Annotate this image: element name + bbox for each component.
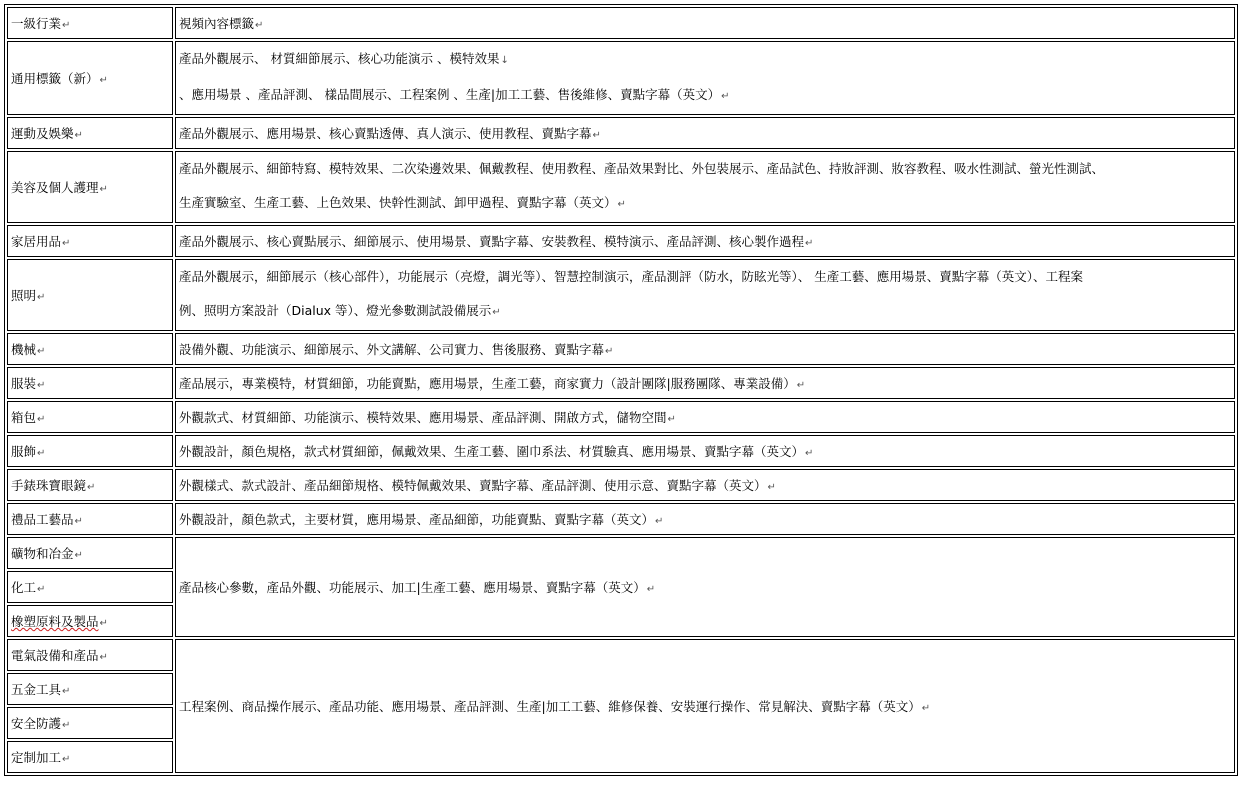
content-line [179, 152, 1231, 186]
industry-tag-table [4, 4, 1238, 776]
merged-content-cell[interactable] [175, 639, 1235, 773]
category-text: 手錶珠寶眼鏡 [11, 478, 87, 493]
table-row [7, 401, 1235, 433]
paragraph-mark-icon: ↵ [37, 584, 46, 595]
content-cell[interactable] [175, 401, 1235, 433]
paragraph-mark-icon: ↵ [492, 307, 501, 318]
category-text: 橡塑原料及製品 [11, 614, 99, 629]
paragraph-mark-icon: ↵ [37, 448, 46, 459]
category-text: 服飾 [11, 444, 37, 459]
category-cell[interactable] [7, 259, 173, 331]
paragraph-mark-icon: ↵ [99, 618, 108, 629]
category-cell[interactable] [7, 503, 173, 535]
category-text: 機械 [11, 342, 37, 357]
content-line [179, 42, 1231, 78]
paragraph-mark-icon: ↵ [37, 292, 46, 303]
table-row [7, 469, 1235, 501]
content-cell[interactable] [175, 41, 1235, 115]
paragraph-mark-icon: ↵ [99, 75, 108, 86]
category-text: 礦物和冶金 [11, 546, 74, 561]
content-text: 、應用場景 、產品評測、 樣品間展示、工程案例 、生產|加工工藝、售後維修、賣點字幕（英文） [179, 87, 721, 102]
paragraph-mark-icon: ↵ [921, 703, 931, 714]
content-cell[interactable] [175, 151, 1235, 223]
content-text: 產品核心參數，產品外觀、功能展示、加工|生產工藝、應用場景、賣點字幕（英文） [179, 580, 646, 595]
paragraph-mark-icon: ↵ [87, 482, 96, 493]
table-row [7, 333, 1235, 365]
category-text: 五金工具 [11, 682, 62, 697]
content-text: 產品展示，專業模特，材質細節，功能賣點，應用場景，生產工藝，商家實力（設計團隊|服務團隊、專業設備） [179, 376, 796, 391]
category-cell[interactable] [7, 435, 173, 467]
category-cell[interactable] [7, 225, 173, 257]
content-text: 產品外觀展示、核心賣點展示、細節展示、使用場景、賣點字幕、安裝教程、模特演示、產品評測、核心製作過程 [179, 234, 805, 249]
table-row [7, 639, 1235, 671]
header-content-cell[interactable] [175, 7, 1235, 39]
content-line [179, 260, 1231, 294]
content-text: 例、照明方案設計（Dialux 等）、燈光參數測試設備展示 [179, 303, 492, 318]
category-text: 電氣設備和產品 [11, 648, 99, 663]
category-cell[interactable] [7, 605, 173, 637]
content-text: 外觀設計，顏色款式，主要材質，應用場景、產品細節，功能賣點、賣點字幕（英文） [179, 512, 655, 527]
content-text: 外觀設計，顏色規格，款式材質細節，佩戴效果、生產工藝、圍巾系法、材質驗真、應用場景、賣點字幕（英文） [179, 444, 805, 459]
table-header-row [7, 7, 1235, 39]
paragraph-mark-icon: ↵ [646, 584, 656, 595]
paragraph-mark-icon: ↵ [667, 414, 676, 425]
content-cell[interactable] [175, 469, 1235, 501]
paragraph-mark-icon: ↵ [37, 380, 46, 391]
content-text: 產品外觀展示、細節特寫、模特效果、二次染邊效果、佩戴教程、使用教程、產品效果對比、外包裝展示、產品試色、持妝評測、妝容教程、吸水性測試、螢光性測試、 [179, 161, 1105, 176]
content-text: 生產實驗室、生產工藝、上色效果、快幹性測試、卸甲過程、賣點字幕（英文） [179, 195, 617, 210]
content-line [179, 294, 1231, 330]
table-row [7, 435, 1235, 467]
content-text: 外觀樣式、款式設計、產品細節規格、模特佩戴效果、賣點字幕、產品評測、使用示意、賣點字幕（英文） [179, 478, 767, 493]
paragraph-mark-icon: ↵ [74, 130, 83, 141]
content-text: 工程案例、商品操作展示、產品功能、應用場景、產品評測、生產|加工工藝、維修保養、安裝運行操作、常見解決、賣點字幕（英文） [179, 699, 921, 714]
table-row [7, 41, 1235, 115]
category-text: 定制加工 [11, 750, 62, 765]
category-text: 家居用品 [11, 234, 62, 249]
document-page [4, 4, 1238, 792]
paragraph-mark-icon: ↵ [62, 720, 71, 731]
content-line [179, 78, 1231, 114]
category-cell[interactable] [7, 741, 173, 773]
paragraph-mark-icon: ↵ [721, 91, 730, 102]
paragraph-mark-icon: ↵ [99, 652, 108, 663]
paragraph-mark-icon: ↵ [99, 184, 108, 195]
category-text: 照明 [11, 288, 37, 303]
category-cell[interactable] [7, 571, 173, 603]
content-cell[interactable] [175, 367, 1235, 399]
paragraph-mark-icon: ↵ [255, 20, 264, 31]
paragraph-mark-icon: ↵ [592, 130, 601, 141]
category-text: 禮品工藝品 [11, 512, 74, 527]
category-text: 安全防護 [11, 716, 62, 731]
paragraph-mark-icon: ↵ [655, 516, 664, 527]
table-row [7, 151, 1235, 223]
category-cell[interactable] [7, 537, 173, 569]
paragraph-mark-icon: ↵ [62, 754, 71, 765]
content-text: 產品外觀展示、 材質細節展示、核心功能演示 、模特效果 [179, 51, 500, 66]
category-text: 服裝 [11, 376, 37, 391]
line-break-icon: ↓ [500, 55, 509, 66]
category-cell[interactable] [7, 639, 173, 671]
category-text: 化工 [11, 580, 37, 595]
paragraph-mark-icon: ↵ [37, 414, 46, 425]
header-content-text: 視頻內容標籤 [179, 16, 255, 31]
content-cell[interactable] [175, 435, 1235, 467]
paragraph-mark-icon: ↵ [796, 380, 806, 391]
paragraph-mark-icon: ↵ [62, 238, 71, 249]
table-row [7, 503, 1235, 535]
paragraph-mark-icon: ↵ [62, 20, 71, 31]
category-text: 通用標籤（新） [11, 71, 99, 86]
paragraph-mark-icon: ↵ [805, 448, 814, 459]
category-cell[interactable] [7, 151, 173, 223]
category-cell[interactable] [7, 367, 173, 399]
category-cell[interactable] [7, 707, 173, 739]
category-cell[interactable] [7, 673, 173, 705]
header-category-cell[interactable] [7, 7, 173, 39]
header-category-text: 一級行業 [11, 16, 62, 31]
category-cell[interactable] [7, 333, 173, 365]
content-text: 外觀款式、材質細節、功能演示、模特效果、應用場景、產品評測、開啟方式，儲物空間 [179, 410, 667, 425]
category-text: 箱包 [11, 410, 37, 425]
content-cell[interactable] [175, 225, 1235, 257]
table-row [7, 537, 1235, 569]
content-cell[interactable] [175, 117, 1235, 149]
paragraph-mark-icon: ↵ [767, 482, 776, 493]
paragraph-mark-icon: ↵ [74, 550, 83, 561]
table-row [7, 117, 1235, 149]
paragraph-mark-icon: ↵ [37, 346, 46, 357]
paragraph-mark-icon: ↵ [62, 686, 71, 697]
paragraph-mark-icon: ↵ [605, 346, 614, 357]
content-cell[interactable] [175, 259, 1235, 331]
content-cell[interactable] [175, 503, 1235, 535]
paragraph-mark-icon: ↵ [617, 199, 626, 210]
content-text: 產品外觀展示、應用場景、核心賣點透傳、真人演示、使用教程、賣點字幕 [179, 126, 592, 141]
content-text: 設備外觀、功能演示、細節展示、外文講解、公司實力、售後服務、賣點字幕 [179, 342, 605, 357]
category-text: 運動及娛樂 [11, 126, 74, 141]
table-row [7, 259, 1235, 331]
content-line [179, 186, 1231, 222]
category-cell[interactable] [7, 117, 173, 149]
merged-content-cell[interactable] [175, 537, 1235, 637]
paragraph-mark-icon: ↵ [805, 238, 814, 249]
paragraph-mark-icon: ↵ [74, 516, 83, 527]
content-text: 產品外觀展示，細節展示（核心部件），功能展示（亮燈，調光等）、智慧控制演示，產品測評（防水，防眩光等）、 生產工藝、應用場景、賣點字幕（英文）、工程案 [179, 269, 1083, 284]
table-row [7, 367, 1235, 399]
category-cell[interactable] [7, 401, 173, 433]
table-row [7, 225, 1235, 257]
category-cell[interactable] [7, 41, 173, 115]
category-cell[interactable] [7, 469, 173, 501]
category-text: 美容及個人護理 [11, 180, 99, 195]
content-cell[interactable] [175, 333, 1235, 365]
